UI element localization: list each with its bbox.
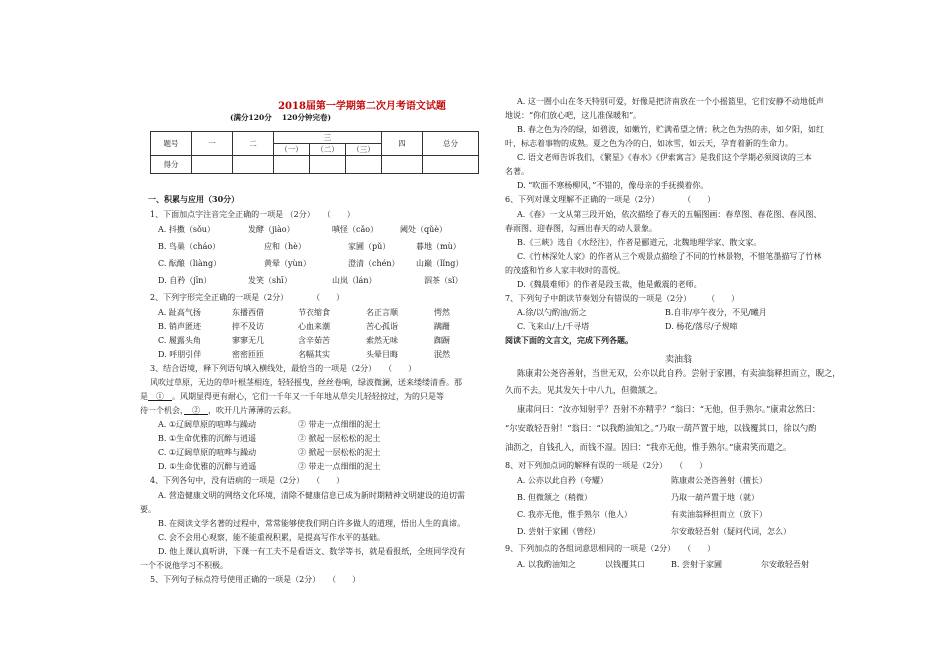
q6-option: B.《三峡》选自《水经注》，作者是郦道元，北魏地理学家、散文家。 <box>517 238 762 247</box>
q1-option-a: 嗔怪（cǎo） <box>332 225 379 234</box>
q2-option: 索然无味 <box>366 336 398 345</box>
q4-option: B. 在阅读文学名著的过程中，常常能够使我们明白许多做人的道理，悟出人生的真谛。 <box>158 519 465 528</box>
q4-option: 一个不说他学习不积极。 <box>140 561 228 570</box>
q8-option: 陈康肃公尧咨善射（擅长） <box>671 476 767 485</box>
passage-line: “尔安敢轻吾射！”翁曰：“以我酌油知之。”乃取一葫芦置于地，以钱覆其口，徐以勺酌 <box>505 423 817 433</box>
score-subcol-1: （一） <box>274 144 310 156</box>
q2-option: 东播西借 <box>232 308 264 317</box>
q6-option: D.《魏晨难师》的作者是段玉裁，他是戴震的老师。 <box>517 280 702 289</box>
q3-blank-1: ① <box>148 392 172 401</box>
q2-stem: 2、下列字形完全正确的一项是（2分） （ ） <box>150 293 345 302</box>
q1-option-d: 泅茶（sǐ） <box>424 276 463 285</box>
passage-line: 康肃问曰：“汝亦知射乎？吾射不亦精乎？”翁曰：“无他，但手熟尔。”康肃忿然曰： <box>517 404 821 414</box>
q5-option: A. 这一圈小山在冬天特别可爱，好像是把济南放在一个小摇篮里，它们安静不动地低声 <box>517 97 824 106</box>
q2-option: C. 履露头角 <box>158 336 201 345</box>
q3-passage <box>140 405 296 416</box>
q1-option-a: A. 抖擞（sǒu） <box>158 225 215 234</box>
q3-option: B. ①生命优雅的沉醉与逍遥 <box>158 434 257 443</box>
q6-option: C.《竹林深处人家》的作者从三个观景点描绘了不同的竹林景物，不惜笔墨描写了竹林 <box>517 252 822 261</box>
q2-option: 愕然 <box>434 308 450 317</box>
q2-option: 心血来潮 <box>298 322 330 331</box>
q9-option: B. 尝射于家圃 <box>671 560 722 569</box>
q8-option: B. 但微颔之（稍微） <box>517 493 592 502</box>
q5-option: 名著。 <box>505 167 529 176</box>
section-1-heading: 一、积累与应用（30分） <box>148 194 240 204</box>
q3-text: 是 <box>140 392 148 401</box>
passage-line: 久而不去。见其发矢十中八九，但微颔之。 <box>505 385 663 395</box>
q3-option: ② 掀起一层松松的泥土 <box>298 434 381 443</box>
q2-option: 头晕目晦 <box>366 350 398 359</box>
score-col-1: 一 <box>192 132 233 156</box>
q2-option: 名幅其实 <box>298 350 330 359</box>
q3-option: ② 带走一点细细的泥土 <box>298 420 381 429</box>
q6-option: 的茂盛和竹乡人家丰收时的喜悦。 <box>505 266 625 275</box>
q5-option: C. 语文老师告诉我们，《繁星》《春水》《伊索寓言》是我们这个学期必须阅读的三本 <box>517 153 812 162</box>
score-subcol-2: （二） <box>310 144 346 156</box>
q1-option-d: 发笑（shī） <box>248 276 292 285</box>
score-table <box>150 131 479 174</box>
q3-text: 待一个机会， <box>140 406 184 415</box>
q2-option: A. 趾高气扬 <box>158 308 201 317</box>
q3-blank-2: ② <box>184 406 208 415</box>
q5-option: 叶，标志着事物的成熟。夏之色为冷的白，如冰雪，如云天，孕育着新的生命力。 <box>505 139 793 148</box>
q8-option: 有卖油翁释担而立（放下） <box>671 510 767 519</box>
passage-line: 陈康肃公尧咨善射，当世无双，公亦以此自矜。尝射于家圃，有卖油翁释担而立，睨之， <box>517 368 841 378</box>
exam-title: 2018届第一学期第二次月考语文试题 <box>278 101 446 112</box>
score-cell <box>274 156 310 174</box>
q8-option: 尔安敢轻吾射（疑问代词，怎么） <box>671 527 791 536</box>
q6-option: 春雨图、迎春图，勾画出春天的动人景象。 <box>505 224 657 233</box>
q2-option: 名正言顺 <box>366 308 398 317</box>
q2-option: D. 呼朋引伴 <box>158 350 202 359</box>
q8-option: D. 尝射于家圃（曾经） <box>517 527 601 536</box>
q3-text: 。风期显得更有耐心，它们一千年又一千年地从草尖儿轻轻掠过，为的只是等 <box>172 392 444 401</box>
q5-option: D. “吹面不寒杨柳风，”不错的，像母亲的手抚摸着你。 <box>517 181 709 190</box>
score-col-total: 总分 <box>423 132 479 156</box>
q3-option: ② 带走一点细细的泥土 <box>298 462 381 471</box>
q9-option: 尔安敢轻吾射 <box>761 560 809 569</box>
q7-option: D. 杨花/落尽/子规啼 <box>665 322 738 331</box>
q5-stem: 5、下列句子标点符号使用正确的一项是（2分） （ ） <box>150 575 361 584</box>
q8-option: C. 我亦无他，惟手熟尔（他人） <box>517 510 632 519</box>
q1-option-b: B. 鸟巢（cháo） <box>158 242 221 251</box>
q7-option: A.徐/以勺酌油/沥之 <box>517 308 587 317</box>
q8-stem: 8、对下列加点词的解释有误的一项是（2分） （ ） <box>505 461 708 470</box>
score-col-2: 二 <box>233 132 274 156</box>
q1-option-c: 黄晕（yùn） <box>264 259 311 268</box>
q1-option-b: 暮地（mù） <box>416 242 461 251</box>
q5-option: 地说：“你们放心吧，这儿准保暖和”。 <box>505 111 642 120</box>
q3-stem: 3、结合语境，释下列语句填入横线处，最恰当的一项是（2分） （ ） <box>150 364 417 373</box>
q9-option: A. 以我酌油知之 <box>517 560 576 569</box>
q1-option-a: 阈处（qǔè） <box>400 225 448 234</box>
q1-option-b: 家圃（pǔ） <box>348 242 391 251</box>
q9-option: 以钱覆其口 <box>605 560 645 569</box>
score-subcol-3: （三） <box>346 144 382 156</box>
q9-stem: 9、下列加点的各组词意思相同的一项是（2分） （ ） <box>505 544 716 553</box>
q8-option: A. 公亦以此自矜（夸耀） <box>517 476 608 485</box>
q6-option: A.《春》一文从第三段开始，依次描绘了春天的五幅图画：春草图、春花图、春风图、 <box>517 210 822 219</box>
score-cell <box>192 156 233 174</box>
q1-option-d: 山岚（lán） <box>332 276 377 285</box>
q1-option-d: D. 自矜（jīn） <box>158 276 212 285</box>
q3-option: C. ①辽阔草原的喧哗与躁动 <box>158 448 257 457</box>
q2-option: 寥寥无几 <box>232 336 264 345</box>
q6-stem: 6、下列对课文理解不正确的一项是（2分） （ ） <box>505 195 716 204</box>
q4-stem: 4、下列各句中，没有语病的一项是（2分） （ ） <box>150 476 345 485</box>
score-cell <box>233 156 274 174</box>
q8-option: 乃取一葫芦置于地（就） <box>671 493 759 502</box>
q4-option: A. 营造健康文明的网络文化环境，清除不健康信息已成为新时期精神文明建设的迫切需 <box>158 491 465 500</box>
q3-option: ② 掀起一层松松的泥土 <box>298 448 381 457</box>
score-header-label: 题号 <box>151 132 192 156</box>
exam-subtitle: (满分120分 120分钟完卷) <box>230 113 332 122</box>
q2-option: 泯然 <box>434 350 450 359</box>
passage-line: 油沥之，自钱孔入，而钱不湿。因曰：“我亦无他，惟手熟尔。”康肃笑而遣之。 <box>505 442 792 452</box>
q2-option: 苦心孤诣 <box>366 322 398 331</box>
q3-passage: 风吹过草原，无边的草叶根茎相连，轻轻摇曳，丝丝卷响，绿波微澜，送来缕缕清香。那 <box>150 378 462 387</box>
q2-option: 蹒跚 <box>434 322 450 331</box>
q3-passage <box>140 391 444 402</box>
q5-option: B. 春之色为冷的绿，如碧波，如嫩竹，贮满希望之情；秋之色为热的赤，如夕阳，如红 <box>517 125 824 134</box>
q7-stem: 7、下列句子中朗读节奏划分有错误的一项是（2分） （ ） <box>505 294 740 303</box>
score-cell <box>423 156 479 174</box>
q1-option-a: 发酵（jiào） <box>248 225 295 234</box>
q7-option: C. 飞来山/上/千寻塔 <box>517 322 590 331</box>
q2-option: 踟蹰 <box>434 336 450 345</box>
q2-option: 密密匝匝 <box>232 350 264 359</box>
q1-option-c: C. 酝酿（liàng） <box>158 259 222 268</box>
passage-title: 卖油翁 <box>665 355 693 365</box>
q2-option: 含辛茹苦 <box>298 336 330 345</box>
q3-option: D. ①生命优雅的沉醉与逍遥 <box>158 462 257 471</box>
q3-option: A. ①辽阔草原的喧哗与躁动 <box>158 420 257 429</box>
q4-option: 要。 <box>140 505 156 514</box>
q1-stem: 1、下面加点字注音完全正确的一项是 （2分） （ ） <box>150 210 355 219</box>
q1-option-c: 山巅（lǐng） <box>416 259 464 268</box>
q1-option-c: 澄清（chén） <box>348 259 400 268</box>
q3-text: ，吹开几片薄薄的云彩。 <box>208 406 296 415</box>
score-col-3: 三 <box>274 132 382 144</box>
q4-option: D. 他上课认真听讲，下课一有工夫不是看语文、数学等书，就是看报纸，全班同学没有 <box>158 547 466 556</box>
reading-instruction: 阅读下面的文言文，完成下列各题。 <box>505 335 633 345</box>
score-cell <box>346 156 382 174</box>
score-col-4: 四 <box>382 132 423 156</box>
q1-option-b: 应和（hè） <box>264 242 306 251</box>
score-cell <box>382 156 423 174</box>
q4-option: C. 会不会用心观察，能不能重视积累，是提高写作水平的基础。 <box>158 533 385 542</box>
score-cell <box>310 156 346 174</box>
q2-option: 捽不及访 <box>232 322 264 331</box>
q2-option: 节衣缩食 <box>298 308 330 317</box>
q7-option: B.自非/亭午夜分，不见/曦月 <box>665 308 767 317</box>
q2-option: B. 销声匿迹 <box>158 322 201 331</box>
score-row-label: 得分 <box>151 156 192 174</box>
